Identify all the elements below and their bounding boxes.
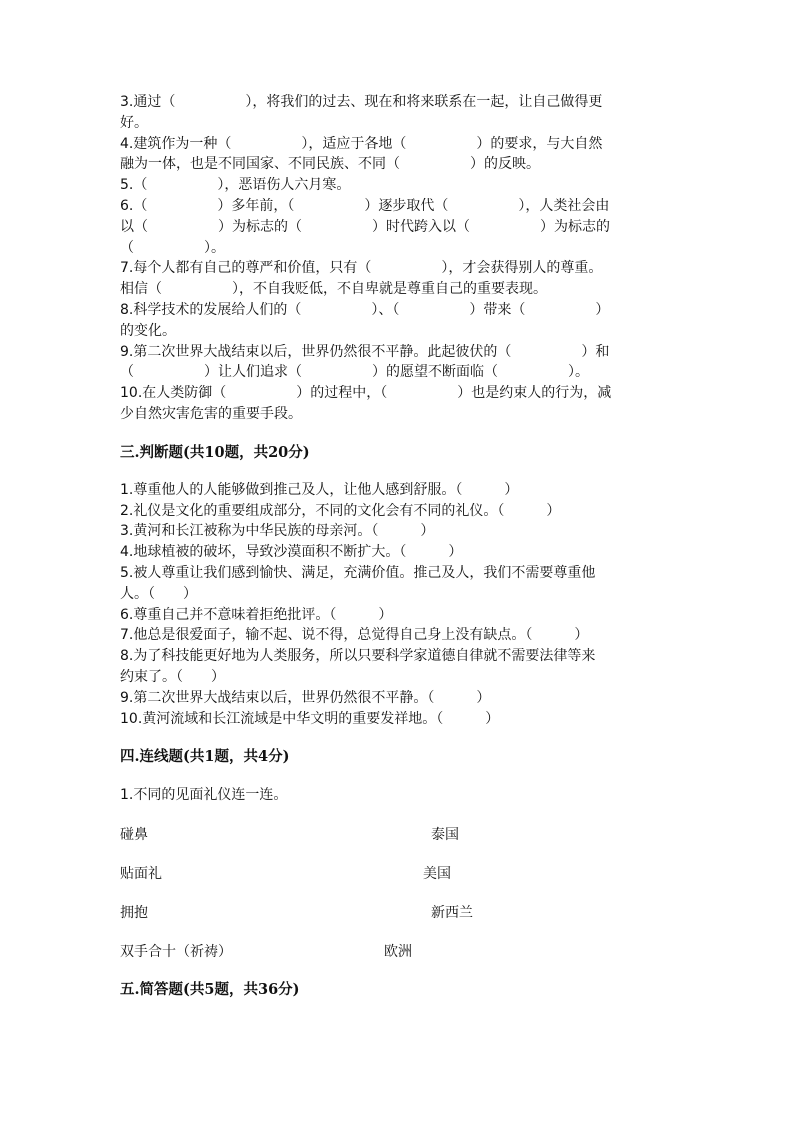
matching-question: 1.不同的见面礼仪连一连。 (120, 787, 288, 804)
match-left-item: 碰鼻 (120, 827, 148, 844)
section-heading-matching: 四.连线题(共1题，共4分) (120, 748, 290, 766)
text-line: 10.黄河流域和长江流域是中华文明的重要发祥地。（ ） (120, 710, 500, 727)
text-line: 5.（ ），恶语伤人六月寒。 (120, 177, 351, 194)
match-right-item: 美国 (423, 866, 451, 883)
text-line: 4.建筑作为一种（ ），适应于各地（ ）的要求，与大自然 (120, 135, 603, 152)
text-line: 以（ ）为标志的（ ）时代跨入以（ ）为标志的 (120, 218, 610, 235)
match-left-item: 双手合十（祈祷） (120, 944, 232, 961)
match-row (120, 942, 680, 962)
text-line: 7.他总是很爱面子，输不起、说不得，总觉得自己身上没有缺点。（ ） (120, 627, 589, 644)
match-right-item: 欧洲 (384, 944, 412, 961)
text-line: 3.黄河和长江被称为中华民族的母亲河。（ ） (120, 523, 435, 540)
text-line: 的变化。 (120, 322, 176, 339)
text-line: 好。 (120, 114, 148, 131)
text-line: 人。（ ） (120, 585, 197, 602)
matching-section (120, 825, 680, 962)
text-line: 少自然灾害危害的重要手段。 (120, 405, 302, 422)
match-left-item: 拥抱 (120, 905, 148, 922)
text-line: 6.（ ）多年前，（ ）逐步取代（ ），人类社会由 (120, 197, 610, 214)
section-heading-judgment: 三.判断题(共10题，共20分) (120, 443, 310, 461)
match-row (120, 864, 680, 884)
match-left-item: 贴面礼 (120, 866, 162, 883)
text-line: 8.科学技术的发展给人们的（ ）、（ ）带来（ ） (120, 301, 610, 318)
text-line: 10.在人类防御（ ）的过程中，（ ）也是约束人的行为，减 (120, 385, 612, 402)
judgment-section (120, 480, 680, 730)
text-line: 2.礼仪是文化的重要组成部分，不同的文化会有不同的礼仪。（ ） (120, 502, 561, 519)
exam-page (120, 92, 680, 1000)
text-line: 9.第二次世界大战结束以后，世界仍然很不平静。（ ） (120, 689, 491, 706)
match-row (120, 825, 680, 845)
text-line: 3.通过（ ），将我们的过去、现在和将来联系在一起，让自己做得更 (120, 94, 603, 110)
section-heading-short-answer: 五.简答题(共5题，共36分) (120, 981, 300, 999)
text-line: 5.被人尊重让我们感到愉快、满足，充满价值。推己及人，我们不需要尊重他 (120, 564, 596, 581)
match-right-item: 新西兰 (431, 905, 473, 922)
match-right-item: 泰国 (431, 827, 459, 844)
text-line: 8.为了科技能更好地为人类服务，所以只要科学家道德自律就不需要法律等来 (120, 648, 596, 665)
text-line: （ ）。 (120, 239, 225, 256)
text-line: 1.尊重他人的人能够做到推己及人，让他人感到舒服。（ ） (120, 481, 519, 498)
text-line: （ ）让人们追求（ ）的愿望不断面临（ ）。 (120, 364, 589, 381)
text-line: 9.第二次世界大战结束以后，世界仍然很不平静。此起彼伏的（ ）和 (120, 343, 610, 360)
text-line: 约束了。（ ） (120, 668, 225, 685)
text-line: 融为一体，也是不同国家、不同民族、不同（ ）的反映。 (120, 156, 540, 173)
text-line: 4.地球植被的破坏，导致沙漠面积不断扩大。（ ） (120, 544, 463, 561)
text-line: 相信（ ），不自我贬低，不自卑就是尊重自己的重要表现。 (120, 281, 547, 298)
text-line: 6.尊重自己并不意味着拒绝批评。（ ） (120, 606, 393, 623)
fill-blank-section (120, 92, 680, 425)
match-row (120, 903, 680, 923)
text-line: 7.每个人都有自己的尊严和价值，只有（ ），才会获得别人的尊重。 (120, 260, 603, 277)
